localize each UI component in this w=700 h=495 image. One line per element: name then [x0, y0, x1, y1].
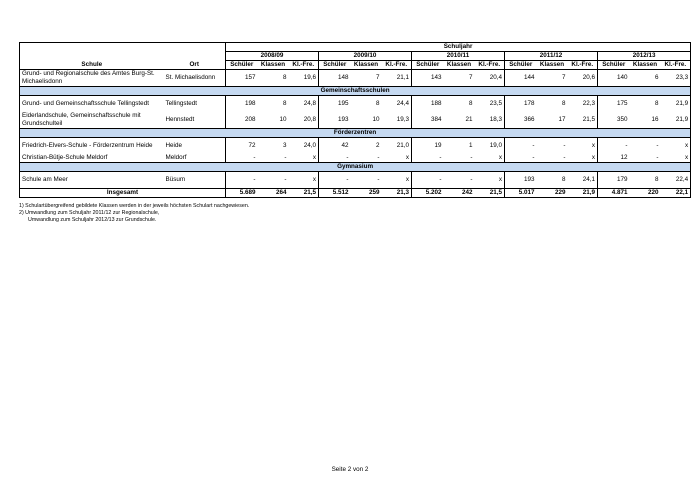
- value-cell: -: [284, 154, 287, 161]
- school-name: Christian-Bütje-Schule Meldorf: [20, 154, 164, 163]
- value-cell: x: [382, 154, 412, 163]
- value-cell: 8: [282, 100, 287, 107]
- footnote-1: 1) Schulartübergreifend gebildete Klassen werden in der jeweils höchsten Schulart nachgewiesen.: [19, 203, 250, 209]
- total-row: [20, 189, 691, 198]
- value-cell: 24,0: [289, 138, 319, 155]
- value-cell: 143: [430, 74, 442, 81]
- table-row: [20, 70, 691, 87]
- header-row-years: [20, 52, 691, 61]
- section-label: Gymnasium: [20, 163, 691, 172]
- value-cell: 10: [372, 116, 380, 123]
- school-name: Grund- und Gemeinschaftsschule Tellingstedt: [20, 96, 164, 113]
- value-cell: -: [346, 154, 349, 161]
- school-location: St. Michaelisdonn: [164, 70, 226, 87]
- value-cell: -: [439, 154, 442, 161]
- value-cell: 3: [282, 142, 287, 149]
- school-statistics-table: [19, 42, 691, 198]
- value-cell: -: [625, 142, 628, 149]
- total-value-cell: 259: [351, 189, 382, 198]
- subcolumn-header: Kl.-Fre.: [661, 61, 691, 70]
- subcolumn-header: Schüler: [226, 61, 258, 70]
- subcolumn-header: Schüler: [505, 61, 537, 70]
- value-cell: 20,8: [289, 112, 319, 129]
- value-cell: 21,9: [661, 112, 691, 129]
- value-cell: 178: [523, 100, 535, 107]
- value-cell: 21,0: [382, 138, 412, 155]
- total-value-cell: 5.017: [505, 189, 537, 198]
- value-cell: 195: [337, 100, 349, 107]
- value-cell: 18,3: [475, 112, 505, 129]
- value-cell: 140: [616, 74, 628, 81]
- column-header-schule: Schule: [20, 61, 164, 70]
- value-cell: 24,4: [382, 96, 412, 113]
- footnote-2-continued: Umwandlung zum Schuljahr 2012/13 zur Grundschule.: [28, 217, 157, 223]
- subcolumn-header: Kl.-Fre.: [568, 61, 598, 70]
- value-cell: 8: [468, 100, 473, 107]
- value-cell: -: [532, 154, 535, 161]
- value-cell: 384: [430, 116, 442, 123]
- value-cell: 19,3: [382, 112, 412, 129]
- value-cell: x: [568, 138, 598, 155]
- value-cell: 12: [620, 154, 628, 161]
- subcolumn-header: Klassen: [537, 61, 568, 70]
- value-cell: 19,0: [475, 138, 505, 155]
- subcolumn-header: Kl.-Fre.: [475, 61, 505, 70]
- subcolumn-header: Klassen: [630, 61, 661, 70]
- value-cell: x: [289, 154, 319, 163]
- total-value-cell: 5.689: [226, 189, 258, 198]
- value-cell: 23,3: [661, 70, 691, 87]
- value-cell: 23,5: [475, 96, 505, 113]
- school-statistics-sheet: [19, 42, 689, 198]
- header-row-subcolumns: [20, 61, 691, 70]
- value-cell: 188: [430, 100, 442, 107]
- total-value-cell: 21,5: [289, 189, 319, 198]
- value-cell: x: [475, 172, 505, 189]
- subcolumn-header: Kl.-Fre.: [382, 61, 412, 70]
- value-cell: x: [475, 154, 505, 163]
- total-value-cell: 21,9: [568, 189, 598, 198]
- value-cell: 8: [561, 100, 566, 107]
- value-cell: x: [382, 172, 412, 189]
- section-row: [20, 163, 691, 172]
- value-cell: 21: [465, 116, 473, 123]
- value-cell: 179: [616, 176, 628, 183]
- value-cell: 8: [654, 100, 659, 107]
- school-name: Eiderlandschule, Gemeinschaftsschule mit Grundschulteil: [20, 112, 164, 129]
- header-blank-cell: [20, 52, 164, 61]
- value-cell: 350: [616, 116, 628, 123]
- header-blank-cell: [164, 43, 226, 52]
- value-cell: x: [661, 154, 691, 163]
- header-blank-cell: [164, 52, 226, 61]
- subcolumn-header: Klassen: [444, 61, 475, 70]
- school-location: Hennstedt: [164, 112, 226, 129]
- value-cell: x: [661, 138, 691, 155]
- value-cell: 7: [561, 74, 566, 81]
- value-cell: 42: [341, 142, 349, 149]
- value-cell: -: [656, 154, 659, 161]
- value-cell: -: [253, 154, 256, 161]
- table-row: [20, 138, 691, 155]
- value-cell: 22,3: [568, 96, 598, 113]
- value-cell: 16: [651, 116, 659, 123]
- value-cell: 1: [468, 142, 473, 149]
- value-cell: -: [284, 176, 287, 183]
- school-name: Grund- und Regionalschule des Amtes Burg-St. Michaelisdonn: [20, 70, 164, 87]
- value-cell: 20,4: [475, 70, 505, 87]
- value-cell: 21,1: [382, 70, 412, 87]
- value-cell: -: [470, 176, 473, 183]
- total-value-cell: 5.202: [412, 189, 444, 198]
- value-cell: -: [346, 176, 349, 183]
- value-cell: 22,4: [661, 172, 691, 189]
- total-value-cell: 220: [630, 189, 661, 198]
- footnotes: [19, 203, 249, 224]
- school-location: Meldorf: [164, 154, 226, 163]
- value-cell: 21,5: [568, 112, 598, 129]
- value-cell: 24,1: [568, 172, 598, 189]
- section-label: Förderzentren: [20, 129, 691, 138]
- value-cell: -: [439, 176, 442, 183]
- total-value-cell: 264: [258, 189, 289, 198]
- value-cell: -: [532, 142, 535, 149]
- value-cell: 72: [248, 142, 256, 149]
- total-value-cell: 4.871: [598, 189, 630, 198]
- value-cell: -: [656, 142, 659, 149]
- value-cell: 175: [616, 100, 628, 107]
- value-cell: 157: [244, 74, 256, 81]
- year-header: 2012/13: [598, 52, 691, 61]
- subcolumn-header: Klassen: [258, 61, 289, 70]
- value-cell: 193: [523, 176, 535, 183]
- value-cell: 144: [523, 74, 535, 81]
- value-cell: 2: [375, 142, 380, 149]
- section-label: Gemeinschaftsschulen: [20, 87, 691, 96]
- column-header-ort: Ort: [164, 61, 226, 70]
- table-row: [20, 172, 691, 189]
- value-cell: 8: [561, 176, 566, 183]
- total-value-cell: 5.512: [319, 189, 351, 198]
- value-cell: 17: [558, 116, 566, 123]
- school-name: Schule am Meer: [20, 172, 164, 189]
- value-cell: 208: [244, 116, 256, 123]
- value-cell: 8: [282, 74, 287, 81]
- value-cell: -: [563, 154, 566, 161]
- subcolumn-header: Schüler: [598, 61, 630, 70]
- value-cell: 8: [375, 100, 380, 107]
- subcolumn-header: Klassen: [351, 61, 382, 70]
- table-row: [20, 154, 691, 163]
- school-location: Heide: [164, 138, 226, 155]
- school-location: Tellingstedt: [164, 96, 226, 113]
- value-cell: 7: [375, 74, 380, 81]
- value-cell: 198: [244, 100, 256, 107]
- value-cell: x: [289, 172, 319, 189]
- header-row-schuljahr: [20, 43, 691, 52]
- school-location: Büsum: [164, 172, 226, 189]
- table-row: [20, 112, 691, 129]
- value-cell: 20,6: [568, 70, 598, 87]
- value-cell: -: [563, 142, 566, 149]
- value-cell: 19: [434, 142, 442, 149]
- value-cell: -: [377, 154, 380, 161]
- value-cell: -: [253, 176, 256, 183]
- value-cell: 10: [279, 116, 287, 123]
- total-value-cell: 229: [537, 189, 568, 198]
- section-row: [20, 129, 691, 138]
- total-value-cell: 21,3: [382, 189, 412, 198]
- value-cell: 366: [523, 116, 535, 123]
- header-blank-cell: [20, 43, 164, 52]
- total-value-cell: 242: [444, 189, 475, 198]
- value-cell: -: [470, 154, 473, 161]
- schuljahr-header: Schuljahr: [226, 43, 691, 52]
- value-cell: 7: [468, 74, 473, 81]
- year-header: 2011/12: [505, 52, 598, 61]
- table-row: [20, 96, 691, 113]
- value-cell: x: [568, 154, 598, 163]
- total-label: Insgesamt: [20, 189, 226, 198]
- value-cell: 21,9: [661, 96, 691, 113]
- year-header: 2010/11: [412, 52, 505, 61]
- value-cell: 8: [654, 176, 659, 183]
- year-header: 2008/09: [226, 52, 319, 61]
- section-row: [20, 87, 691, 96]
- value-cell: 6: [654, 74, 659, 81]
- subcolumn-header: Kl.-Fre.: [289, 61, 319, 70]
- value-cell: 19,6: [289, 70, 319, 87]
- footnote-2: 2) Umwandlung zum Schuljahr 2011/12 zur Regionalschule,: [19, 210, 160, 216]
- total-value-cell: 21,5: [475, 189, 505, 198]
- subcolumn-header: Schüler: [412, 61, 444, 70]
- value-cell: 24,8: [289, 96, 319, 113]
- school-name: Friedrich-Elvers-Schule - Förderzentrum Heide: [20, 138, 164, 155]
- value-cell: 148: [337, 74, 349, 81]
- value-cell: -: [377, 176, 380, 183]
- page-number: Seite 2 von 2: [331, 466, 369, 473]
- value-cell: 193: [337, 116, 349, 123]
- total-value-cell: 22,1: [661, 189, 691, 198]
- year-header: 2009/10: [319, 52, 412, 61]
- subcolumn-header: Schüler: [319, 61, 351, 70]
